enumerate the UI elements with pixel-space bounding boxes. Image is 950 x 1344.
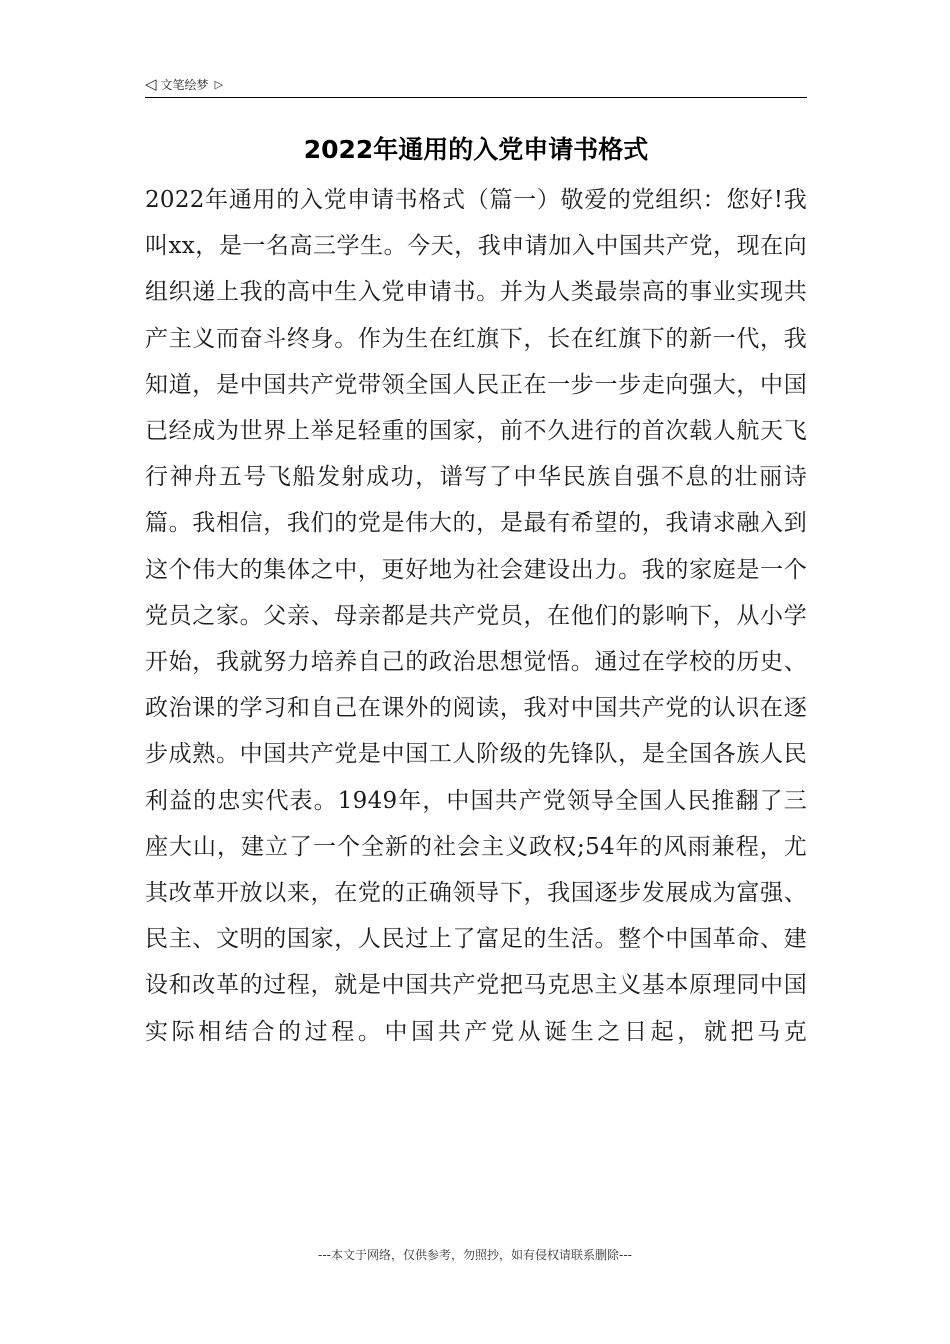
triangle-left-icon: ◁ (145, 74, 157, 93)
footer-notice: ---本文于网络，仅供参考，勿照抄，如有侵权请联系删除--- (318, 1248, 632, 1262)
header-label: 文笔绘梦 (160, 77, 209, 92)
header-divider (145, 97, 807, 98)
document-title: 2022年通用的入党申请书格式 (303, 135, 649, 164)
page-header (145, 72, 807, 96)
triangle-right-icon: ▷ (214, 77, 224, 91)
document-body: 2022年通用的入党申请书格式（篇一）敬爱的党组织：您好!我叫xx，是一名高三学生。今天，我申请加入中国共产党，现在向组织递上我的高中生入党申请书。并为人类最崇高的事业实现共产主义而奋斗终身。作为生在红旗下，长在红旗下的新一代，我知道，是中国共产党带领全国人民正在一步一步走向强大，中国已经成为世界上举足轻重的国家，前不久进行的首次载人航天飞行神舟五号飞船发射成功，谱写了中华民族自强不息的壮丽诗篇。我相信，我们的党是伟大的，是最有希望的，我请求融入到这个伟大的集体之中，更好地为社会建设出力。我的家庭是一个党员之家。父亲、母亲都是共产党员，在他们的影响下，从小学开始，我就努力培养自己的政治思想觉悟。通过在学校的历史、政治课的学习和自己在课外的阅读，我对中国共产党的认识在逐步成熟。中国共产党是中国工人阶级的先锋队，是全国各族人民利益的忠实代表。1949年，中国共产党领导全国人民推翻了三座大山，建立了一个全新的社会主义政权;54年的风雨兼程，尤其改革开放以来，在党的正确领导下，我国逐步发展成为富强、民主、文明的国家，人民过上了富足的生活。整个中国革命、建设和改革的过程，就是中国共产党把马克思主义基本原理同中国实际相结合的过程。中国共产党从诞生之日起，就把马克 (145, 187, 807, 1045)
